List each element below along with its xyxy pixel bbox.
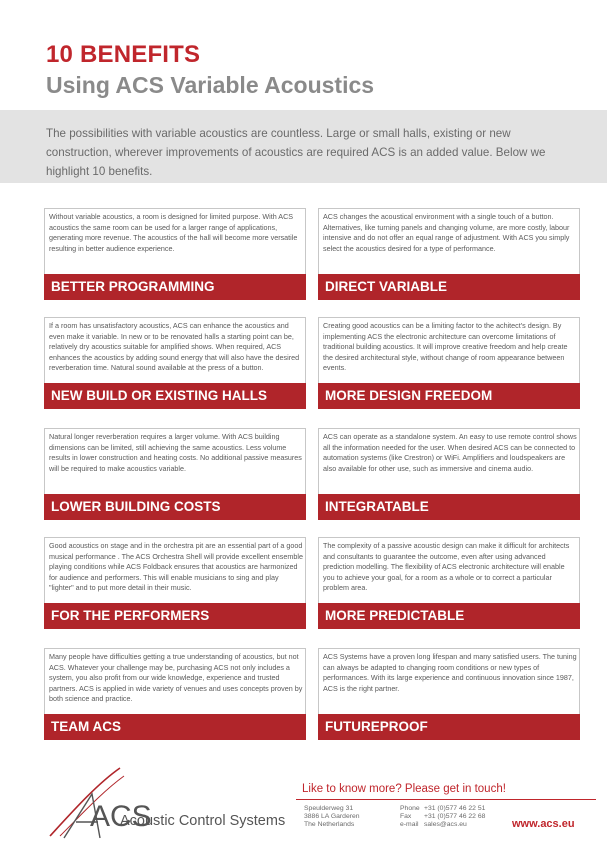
benefit-card xyxy=(44,428,306,520)
benefit-label: MORE DESIGN FREEDOM xyxy=(318,383,580,409)
benefit-card xyxy=(318,428,580,520)
benefit-label: TEAM ACS xyxy=(44,714,306,740)
address-line: The Netherlands xyxy=(304,821,355,829)
page-subtitle: Using ACS Variable Acoustics xyxy=(46,72,375,98)
benefit-card xyxy=(318,648,580,740)
benefit-text: Good acoustics on stage and in the orchestra pit are an essential part of a good musical performance . The ACS Orchestra Shell will provide excellent ensemble playing conditions while ACS Foldback ensures that acoustics are harmonized for audience and performers. This will enable musicians to sing and play "lighter" and to put more detail in their music. xyxy=(49,541,303,593)
benefit-card xyxy=(44,537,306,629)
page-title: 10 BENEFITS xyxy=(46,41,201,68)
benefit-text: ACS changes the acoustical environment with a single touch of a button. Alternatives, like turning panels and changing volume, are more costly, labour intensive and do not offer an equal range of adjustment. With ACS you simply select the acoustics desired for a type of performance. xyxy=(323,212,570,253)
address-line: Speulderweg 31 xyxy=(304,805,354,812)
benefit-label: MORE PREDICTABLE xyxy=(318,603,580,629)
contact-tagline: Like to know more? Please get in touch! xyxy=(302,783,506,795)
benefit-card xyxy=(318,537,580,629)
website-link[interactable]: www.acs.eu xyxy=(512,818,575,830)
logo-letters: ACS xyxy=(90,800,152,833)
benefit-card xyxy=(318,208,580,300)
phone-number[interactable]: +31 (0)577 46 22 51 xyxy=(424,805,486,812)
benefit-card xyxy=(44,208,306,300)
benefit-label: NEW BUILD OR EXISTING HALLS xyxy=(44,383,306,409)
benefit-label: LOWER BUILDING COSTS xyxy=(44,494,306,520)
footer-divider xyxy=(296,799,596,800)
contact-labels xyxy=(400,805,420,830)
company-name: Acoustic Control Systems xyxy=(120,813,286,829)
benefit-card xyxy=(44,648,306,740)
benefit-label: DIRECT VARIABLE xyxy=(318,274,580,300)
benefit-text: Natural longer reverberation requires a larger volume. With ACS building dimensions can be limited, still achieving the same acoustics. Less volume results in lower construction and heating costs. No additional passive measures will be required to make acoustics variable. xyxy=(49,432,302,473)
address-block xyxy=(304,805,360,830)
address-line: 3886 LA Garderen xyxy=(304,813,360,821)
acs-logo xyxy=(42,762,292,842)
contact-label: Fax xyxy=(400,813,412,821)
contact-values xyxy=(424,805,485,830)
benefit-text: The complexity of a passive acoustic design can make it difficult for architects and consultants to guarantee the outcome, even after using advanced prediction modelling. The flexibility of ACS electronic architecture will enable you to achieve your goal, for a room as a whole or to correct a particular problem area. xyxy=(323,541,570,593)
benefit-text: If a room has unsatisfactory acoustics, ACS can enhance the acoustics and even make it variable. In new or to be renovated halls a starting point can be, relatively dry acoustics suitable for amplified shows. When required, ACS enhances the acoustics by adding sound energy that will also have the desired reverberation time. Natural sound available at the press of a button. xyxy=(49,321,300,373)
benefit-text: ACS Systems have a proven long lifespan and many satisfied users. The tuning can always be adapted to changing room conditions or new types of performances. With its large experience and continuous innovation since 1987, ACS is the right partner. xyxy=(323,652,577,693)
benefit-label: FUTUREPROOF xyxy=(318,714,580,740)
benefit-text: Creating good acoustics can be a limiting factor to the achitect's design. By implementing ACS the electronic architecture can overcome limitations of traditional building acoustics. It will improve creative freedom and help create the desired architectural style, without change of room appearance between events. xyxy=(323,321,568,373)
intro-text: The possibilities with variable acoustics are countless. Large or small halls, existing or new construction, wherever improvements of acoustics are required ACS is an added value. Below we highlight 10 benefits. xyxy=(46,127,546,178)
benefit-label: FOR THE PERFORMERS xyxy=(44,603,306,629)
benefit-card xyxy=(44,317,306,409)
benefit-card xyxy=(318,317,580,409)
contact-label: e-mail xyxy=(400,821,419,829)
benefit-text: Without variable acoustics, a room is designed for limited purpose. With ACS acoustics the same room can be used for a larger range of applications, generating more revenue. The acoustics of the hall will become more versatile resulting in better audience experience. xyxy=(49,212,298,253)
benefit-text: Many people have difficulties getting a true understanding of acoustics, but not ACS. Whatever your challenge may be, purchasing ACS not only includes a system, you also profit from our wide knowledge, experience and trusted partners. ACS is applied in wide variety of venues and uses concepts proven by both science and practice. xyxy=(49,652,303,704)
contact-label: Phone xyxy=(400,805,420,812)
benefit-label: INTEGRATABLE xyxy=(318,494,580,520)
email-link[interactable]: sales@acs.eu xyxy=(424,821,467,829)
benefit-label: BETTER PROGRAMMING xyxy=(44,274,306,300)
benefit-text: ACS can operate as a standalone system. An easy to use remote control shows all the information needed for the user. When desired ACS can be connected to automation systems (like Crestron) or WiFi. Amplifiers and loudspeakers are also available for other use, such as immersive and cinema audio. xyxy=(323,432,577,473)
fax-number: +31 (0)577 46 22 68 xyxy=(424,813,486,821)
